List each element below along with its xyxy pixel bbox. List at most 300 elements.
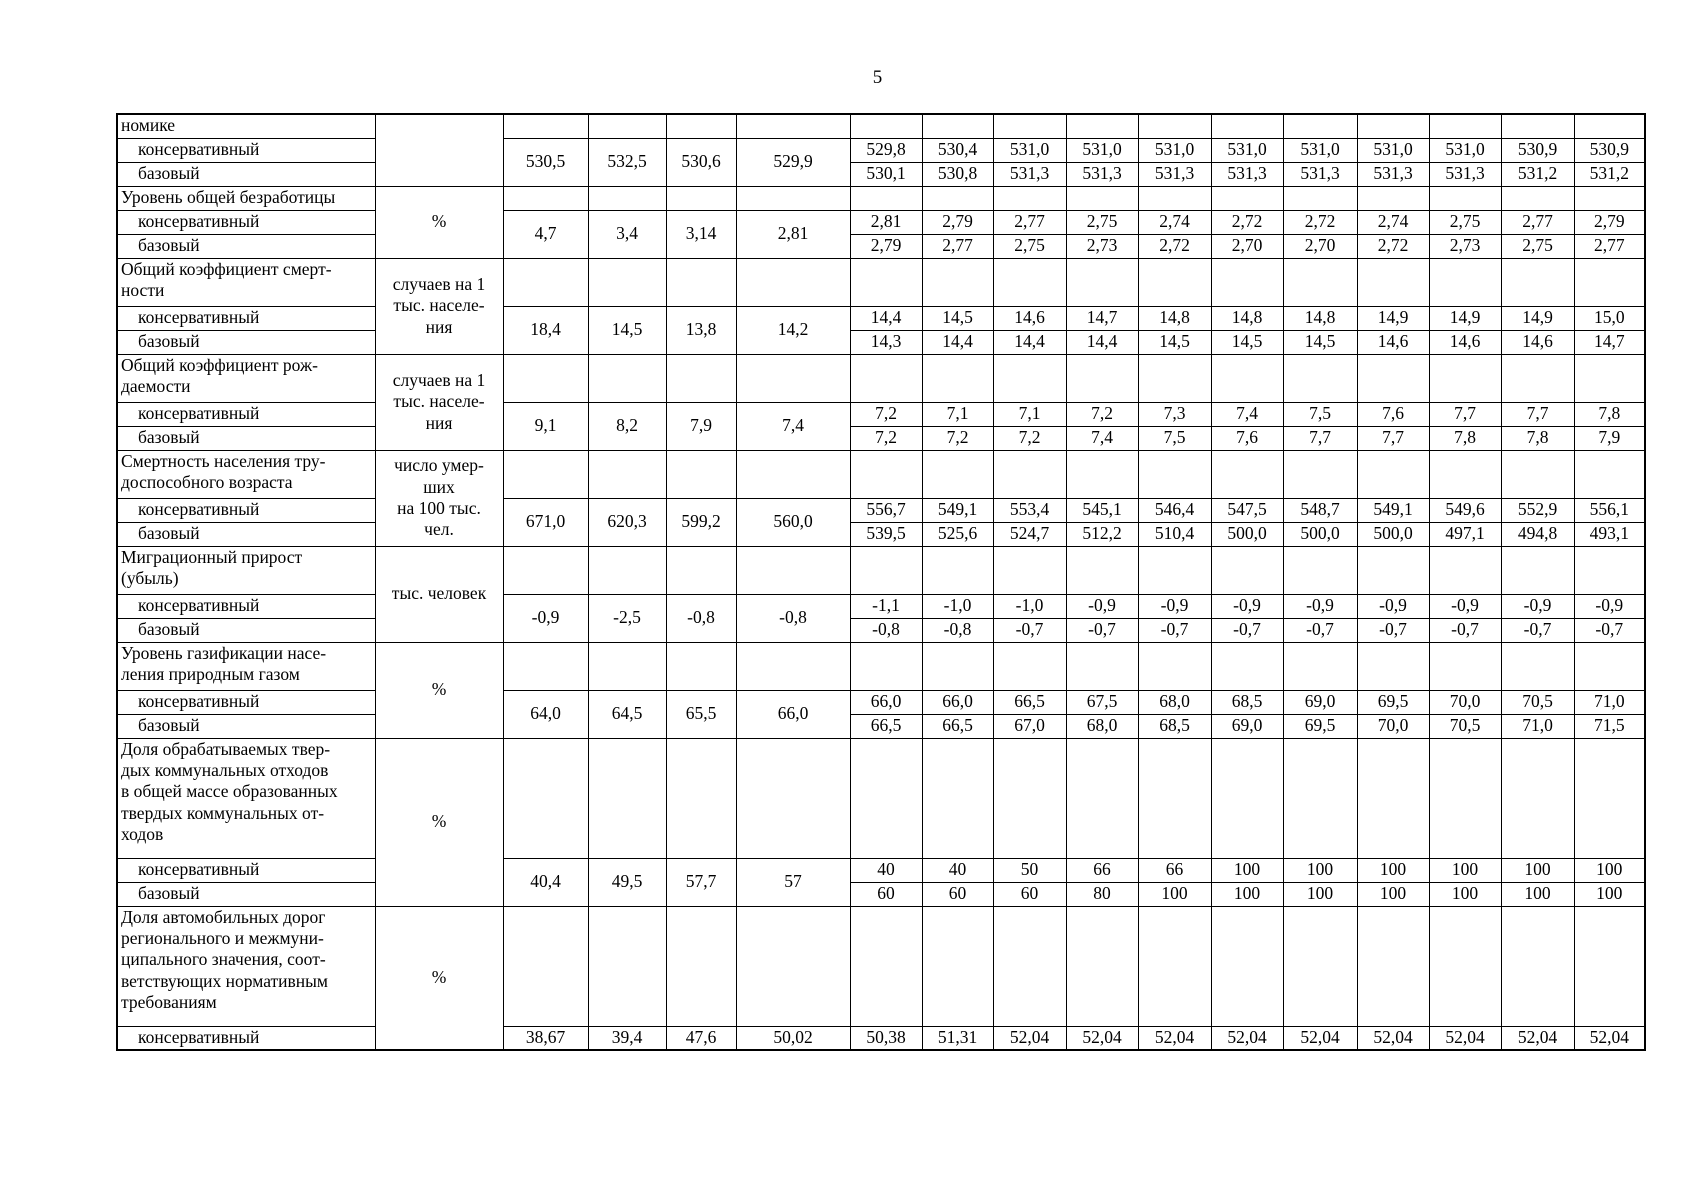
empty-cell xyxy=(736,546,850,594)
scenario-label: консервативный xyxy=(117,858,375,882)
empty-cell xyxy=(993,450,1066,498)
forecast-value: 531,0 xyxy=(1357,138,1429,162)
forecast-value: -0,9 xyxy=(1066,594,1138,618)
empty-cell xyxy=(922,738,993,858)
empty-cell xyxy=(1574,906,1645,1026)
forecast-value: 14,4 xyxy=(993,330,1066,354)
empty-cell xyxy=(666,738,736,858)
text-line: дых коммунальных отходов xyxy=(121,759,329,780)
empty-cell xyxy=(588,450,666,498)
empty-cell xyxy=(736,642,850,690)
text-line: % xyxy=(431,967,447,988)
empty-cell xyxy=(1357,450,1429,498)
scenario-label: консервативный xyxy=(117,1026,375,1050)
forecast-value: 14,7 xyxy=(1574,330,1645,354)
forecast-value: 14,5 xyxy=(1138,330,1211,354)
forecast-value: -0,7 xyxy=(1066,618,1138,642)
empty-cell xyxy=(588,546,666,594)
forecast-value: 530,8 xyxy=(922,162,993,186)
empty-cell xyxy=(1138,906,1211,1026)
forecast-value: 7,7 xyxy=(1501,402,1574,426)
scenario-label: консервативный xyxy=(117,690,375,714)
forecast-value: -0,7 xyxy=(1138,618,1211,642)
text-line: ходов xyxy=(121,823,164,844)
indicator-title-row xyxy=(117,738,1645,858)
text-line: в общей массе образованных xyxy=(121,781,338,802)
forecast-value: 7,5 xyxy=(1283,402,1357,426)
text-line: чел. xyxy=(424,519,454,540)
empty-cell xyxy=(503,546,588,594)
empty-cell xyxy=(993,186,1066,210)
forecast-value: -0,7 xyxy=(1574,618,1645,642)
forecast-value: 530,9 xyxy=(1574,138,1645,162)
forecast-value: 7,1 xyxy=(922,402,993,426)
indicator-unit xyxy=(375,906,503,1050)
text-line: тыс. человек xyxy=(391,583,487,604)
empty-cell xyxy=(588,642,666,690)
text-line: Доля автомобильных дорог xyxy=(121,906,326,927)
forecast-value: -0,7 xyxy=(1283,618,1357,642)
forecast-value: 15,0 xyxy=(1574,306,1645,330)
forecast-value: 14,5 xyxy=(1283,330,1357,354)
forecast-value: 7,1 xyxy=(993,402,1066,426)
empty-cell xyxy=(1429,906,1501,1026)
historical-value: 560,0 xyxy=(736,498,850,546)
forecast-value: 7,2 xyxy=(922,426,993,450)
text-line: Уровень общей безработицы xyxy=(121,186,336,207)
indicator-title-row xyxy=(117,906,1645,1026)
text-line: % xyxy=(431,211,447,232)
empty-cell xyxy=(736,738,850,858)
forecast-value: 52,04 xyxy=(1429,1026,1501,1050)
historical-value: 49,5 xyxy=(588,858,666,906)
empty-cell xyxy=(1501,186,1574,210)
historical-value: 57 xyxy=(736,858,850,906)
forecast-value: 7,7 xyxy=(1283,426,1357,450)
historical-value: 38,67 xyxy=(503,1026,588,1050)
empty-cell xyxy=(850,258,922,306)
empty-cell xyxy=(922,906,993,1026)
forecast-value: 52,04 xyxy=(1211,1026,1283,1050)
forecast-value: 100 xyxy=(1574,858,1645,882)
text-line: случаев на 1 xyxy=(392,273,486,294)
text-line: Уровень газификации насе- xyxy=(121,642,327,663)
forecast-value: 531,3 xyxy=(1429,162,1501,186)
forecast-value: 70,5 xyxy=(1429,714,1501,738)
historical-value: 18,4 xyxy=(503,306,588,354)
scenario-label: консервативный xyxy=(117,498,375,522)
empty-cell xyxy=(850,642,922,690)
conservative-row xyxy=(117,402,1645,426)
forecast-value: -0,9 xyxy=(1283,594,1357,618)
empty-cell xyxy=(1066,114,1138,138)
text-line: число умер- xyxy=(394,455,484,476)
forecast-value: 51,31 xyxy=(922,1026,993,1050)
forecast-value: 14,8 xyxy=(1138,306,1211,330)
empty-cell xyxy=(1429,450,1501,498)
forecast-value: 66,0 xyxy=(922,690,993,714)
forecast-value: 500,0 xyxy=(1211,522,1283,546)
empty-cell xyxy=(1501,354,1574,402)
forecast-value: 7,2 xyxy=(850,426,922,450)
indicator-title xyxy=(117,906,375,1026)
forecast-value: 70,5 xyxy=(1501,690,1574,714)
forecast-value: 66,0 xyxy=(850,690,922,714)
conservative-row xyxy=(117,138,1645,162)
text-line: ветствующих нормативным xyxy=(121,970,329,991)
empty-cell xyxy=(503,642,588,690)
forecast-value: 531,0 xyxy=(1429,138,1501,162)
indicator-unit xyxy=(375,738,503,906)
empty-cell xyxy=(503,906,588,1026)
base-row xyxy=(117,522,1645,546)
scenario-label: базовый xyxy=(117,330,375,354)
forecast-value: 7,9 xyxy=(1574,426,1645,450)
forecast-value: 40 xyxy=(850,858,922,882)
forecast-value: 69,5 xyxy=(1283,714,1357,738)
historical-value: -0,8 xyxy=(666,594,736,642)
historical-value: 47,6 xyxy=(666,1026,736,1050)
forecast-value: 531,3 xyxy=(1211,162,1283,186)
forecast-value: 531,0 xyxy=(1211,138,1283,162)
forecast-value: -0,7 xyxy=(993,618,1066,642)
historical-value: 64,0 xyxy=(503,690,588,738)
forecast-value: 2,74 xyxy=(1357,210,1429,234)
historical-value: 7,9 xyxy=(666,402,736,450)
empty-cell xyxy=(666,186,736,210)
historical-value: 13,8 xyxy=(666,306,736,354)
forecast-value: 100 xyxy=(1138,882,1211,906)
empty-cell xyxy=(1501,258,1574,306)
forecast-value: 7,2 xyxy=(850,402,922,426)
empty-cell xyxy=(1283,738,1357,858)
forecast-value: 14,9 xyxy=(1429,306,1501,330)
indicator-title-row xyxy=(117,450,1645,498)
indicator-unit xyxy=(375,186,503,258)
forecast-value: -1,0 xyxy=(922,594,993,618)
indicator-title xyxy=(117,186,375,210)
forecast-value: 14,4 xyxy=(922,330,993,354)
empty-cell xyxy=(503,738,588,858)
forecast-value: 71,0 xyxy=(1501,714,1574,738)
forecast-value: 531,3 xyxy=(993,162,1066,186)
forecast-value: 512,2 xyxy=(1066,522,1138,546)
empty-cell xyxy=(1574,642,1645,690)
indicator-title-row xyxy=(117,642,1645,690)
indicator-unit xyxy=(375,114,503,186)
empty-cell xyxy=(736,450,850,498)
empty-cell xyxy=(1211,114,1283,138)
empty-cell xyxy=(1357,186,1429,210)
text-line: тыс. населе- xyxy=(393,295,485,316)
empty-cell xyxy=(1211,354,1283,402)
historical-value: 14,5 xyxy=(588,306,666,354)
base-row xyxy=(117,618,1645,642)
base-row xyxy=(117,330,1645,354)
empty-cell xyxy=(1211,450,1283,498)
forecast-value: 2,70 xyxy=(1283,234,1357,258)
forecast-value: 7,4 xyxy=(1066,426,1138,450)
empty-cell xyxy=(850,546,922,594)
scenario-label: консервативный xyxy=(117,402,375,426)
empty-cell xyxy=(588,114,666,138)
forecast-value: 100 xyxy=(1501,858,1574,882)
forecast-value: 52,04 xyxy=(1357,1026,1429,1050)
empty-cell xyxy=(736,258,850,306)
indicator-title xyxy=(117,354,375,402)
forecast-value: 7,2 xyxy=(993,426,1066,450)
forecast-value: 7,7 xyxy=(1357,426,1429,450)
conservative-row xyxy=(117,1026,1645,1050)
empty-cell xyxy=(1357,738,1429,858)
forecast-value: 52,04 xyxy=(1066,1026,1138,1050)
forecast-value: 2,75 xyxy=(993,234,1066,258)
forecast-value: 549,6 xyxy=(1429,498,1501,522)
forecast-value: 71,0 xyxy=(1574,690,1645,714)
forecast-value: 547,5 xyxy=(1211,498,1283,522)
indicator-unit xyxy=(375,642,503,738)
base-row xyxy=(117,426,1645,450)
text-line: (убыль) xyxy=(121,567,179,588)
forecast-value: 500,0 xyxy=(1283,522,1357,546)
forecast-value: 14,9 xyxy=(1501,306,1574,330)
forecast-value: 2,79 xyxy=(922,210,993,234)
forecast-value: 2,75 xyxy=(1429,210,1501,234)
empty-cell xyxy=(1574,186,1645,210)
forecast-value: 2,74 xyxy=(1138,210,1211,234)
text-line: даемости xyxy=(121,375,191,396)
forecast-value: 531,0 xyxy=(1138,138,1211,162)
forecast-value: 2,72 xyxy=(1138,234,1211,258)
forecast-value: 50,38 xyxy=(850,1026,922,1050)
indicator-unit xyxy=(375,546,503,642)
forecast-value: 2,73 xyxy=(1066,234,1138,258)
forecast-value: 7,6 xyxy=(1357,402,1429,426)
indicator-unit xyxy=(375,354,503,450)
text-line: ния xyxy=(425,316,453,337)
forecast-value: 531,2 xyxy=(1501,162,1574,186)
forecast-value: 68,5 xyxy=(1138,714,1211,738)
forecast-value: 68,0 xyxy=(1066,714,1138,738)
forecast-value: 530,1 xyxy=(850,162,922,186)
indicator-title-row xyxy=(117,114,1645,138)
historical-value: 530,5 xyxy=(503,138,588,186)
empty-cell xyxy=(1574,354,1645,402)
base-row xyxy=(117,882,1645,906)
conservative-row xyxy=(117,690,1645,714)
scenario-label: консервативный xyxy=(117,138,375,162)
conservative-row xyxy=(117,498,1645,522)
indicator-title-row xyxy=(117,546,1645,594)
forecast-value: 50 xyxy=(993,858,1066,882)
forecast-value: 2,72 xyxy=(1211,210,1283,234)
forecast-value: 548,7 xyxy=(1283,498,1357,522)
empty-cell xyxy=(588,186,666,210)
forecast-value: 14,4 xyxy=(1066,330,1138,354)
forecast-value: 100 xyxy=(1211,858,1283,882)
text-line: ния xyxy=(425,412,453,433)
empty-cell xyxy=(1283,258,1357,306)
empty-cell xyxy=(1357,258,1429,306)
base-row xyxy=(117,162,1645,186)
forecast-value: 52,04 xyxy=(1574,1026,1645,1050)
forecast-value: 552,9 xyxy=(1501,498,1574,522)
forecast-value: 14,8 xyxy=(1283,306,1357,330)
forecast-value: 2,75 xyxy=(1066,210,1138,234)
empty-cell xyxy=(666,906,736,1026)
forecast-indicators-table xyxy=(116,113,1646,1051)
empty-cell xyxy=(1283,354,1357,402)
forecast-value: 539,5 xyxy=(850,522,922,546)
empty-cell xyxy=(1283,186,1357,210)
empty-cell xyxy=(588,906,666,1026)
forecast-value: 66 xyxy=(1066,858,1138,882)
forecast-value: 494,8 xyxy=(1501,522,1574,546)
historical-value: 8,2 xyxy=(588,402,666,450)
empty-cell xyxy=(1066,354,1138,402)
empty-cell xyxy=(1429,258,1501,306)
forecast-value: 7,2 xyxy=(1066,402,1138,426)
empty-cell xyxy=(993,258,1066,306)
empty-cell xyxy=(503,114,588,138)
empty-cell xyxy=(1357,546,1429,594)
forecast-value: 14,5 xyxy=(1211,330,1283,354)
forecast-value: -0,8 xyxy=(850,618,922,642)
forecast-value: 52,04 xyxy=(1138,1026,1211,1050)
scenario-label: базовый xyxy=(117,714,375,738)
indicator-title-row xyxy=(117,186,1645,210)
forecast-value: 531,3 xyxy=(1357,162,1429,186)
historical-value: -0,8 xyxy=(736,594,850,642)
historical-value: 57,7 xyxy=(666,858,736,906)
base-row xyxy=(117,714,1645,738)
historical-value: 530,6 xyxy=(666,138,736,186)
conservative-row xyxy=(117,210,1645,234)
historical-value: 2,81 xyxy=(736,210,850,258)
forecast-value: 549,1 xyxy=(922,498,993,522)
empty-cell xyxy=(1211,906,1283,1026)
text-line: ления природным газом xyxy=(121,663,300,684)
historical-value: 532,5 xyxy=(588,138,666,186)
empty-cell xyxy=(588,258,666,306)
page-number: 5 xyxy=(872,67,883,88)
empty-cell xyxy=(993,738,1066,858)
text-line: Доля обрабатываемых твер- xyxy=(121,738,331,759)
empty-cell xyxy=(1066,450,1138,498)
scenario-label: консервативный xyxy=(117,210,375,234)
empty-cell xyxy=(1211,738,1283,858)
historical-value: 599,2 xyxy=(666,498,736,546)
forecast-value: 60 xyxy=(922,882,993,906)
forecast-value: 7,8 xyxy=(1574,402,1645,426)
forecast-value: 553,4 xyxy=(993,498,1066,522)
empty-cell xyxy=(922,354,993,402)
empty-cell xyxy=(1211,546,1283,594)
forecast-value: 2,77 xyxy=(1574,234,1645,258)
forecast-value: 500,0 xyxy=(1357,522,1429,546)
indicator-title xyxy=(117,546,375,594)
indicator-title-row xyxy=(117,258,1645,306)
empty-cell xyxy=(1283,546,1357,594)
empty-cell xyxy=(1501,114,1574,138)
forecast-value: 67,0 xyxy=(993,714,1066,738)
empty-cell xyxy=(1138,354,1211,402)
forecast-value: 66,5 xyxy=(922,714,993,738)
forecast-value: 80 xyxy=(1066,882,1138,906)
forecast-value: 531,3 xyxy=(1283,162,1357,186)
forecast-value: 100 xyxy=(1283,858,1357,882)
forecast-value: -1,0 xyxy=(993,594,1066,618)
forecast-value: 40 xyxy=(922,858,993,882)
forecast-value: 556,7 xyxy=(850,498,922,522)
forecast-value: 100 xyxy=(1429,882,1501,906)
forecast-value: 530,9 xyxy=(1501,138,1574,162)
historical-value: 7,4 xyxy=(736,402,850,450)
forecast-value: 100 xyxy=(1283,882,1357,906)
forecast-value: -1,1 xyxy=(850,594,922,618)
conservative-row xyxy=(117,306,1645,330)
empty-cell xyxy=(1429,114,1501,138)
text-line: Смертность населения тру- xyxy=(121,450,326,471)
historical-value: 65,5 xyxy=(666,690,736,738)
forecast-value: 7,6 xyxy=(1211,426,1283,450)
forecast-value: -0,9 xyxy=(1357,594,1429,618)
forecast-value: 7,8 xyxy=(1501,426,1574,450)
forecast-value: 100 xyxy=(1501,882,1574,906)
forecast-value: 52,04 xyxy=(1283,1026,1357,1050)
forecast-value: 66,5 xyxy=(993,690,1066,714)
forecast-value: 100 xyxy=(1211,882,1283,906)
historical-value: -0,9 xyxy=(503,594,588,642)
forecast-value: -0,7 xyxy=(1357,618,1429,642)
historical-value: 39,4 xyxy=(588,1026,666,1050)
historical-value: -2,5 xyxy=(588,594,666,642)
forecast-value: 68,5 xyxy=(1211,690,1283,714)
text-line: % xyxy=(431,811,447,832)
empty-cell xyxy=(1429,354,1501,402)
forecast-value: 546,4 xyxy=(1138,498,1211,522)
forecast-value: 60 xyxy=(850,882,922,906)
forecast-value: 66,5 xyxy=(850,714,922,738)
empty-cell xyxy=(1283,642,1357,690)
forecast-value: 531,0 xyxy=(1283,138,1357,162)
forecast-value: -0,9 xyxy=(1501,594,1574,618)
scenario-label: базовый xyxy=(117,234,375,258)
empty-cell xyxy=(1283,906,1357,1026)
historical-value: 9,1 xyxy=(503,402,588,450)
forecast-value: -0,9 xyxy=(1574,594,1645,618)
empty-cell xyxy=(1138,738,1211,858)
text-line: на 100 тыс. xyxy=(397,498,481,518)
forecast-value: 7,5 xyxy=(1138,426,1211,450)
empty-cell xyxy=(1138,114,1211,138)
empty-cell xyxy=(1357,114,1429,138)
forecast-value: -0,7 xyxy=(1211,618,1283,642)
forecast-value: 7,8 xyxy=(1429,426,1501,450)
empty-cell xyxy=(666,114,736,138)
forecast-value: 531,3 xyxy=(1066,162,1138,186)
text-line: твердых коммунальных от- xyxy=(121,802,325,823)
empty-cell xyxy=(503,186,588,210)
forecast-value: 2,72 xyxy=(1357,234,1429,258)
empty-cell xyxy=(1574,114,1645,138)
empty-cell xyxy=(1066,906,1138,1026)
forecast-value: 2,73 xyxy=(1429,234,1501,258)
forecast-value: 69,0 xyxy=(1283,690,1357,714)
empty-cell xyxy=(922,450,993,498)
empty-cell xyxy=(1574,450,1645,498)
forecast-value: 14,6 xyxy=(1357,330,1429,354)
